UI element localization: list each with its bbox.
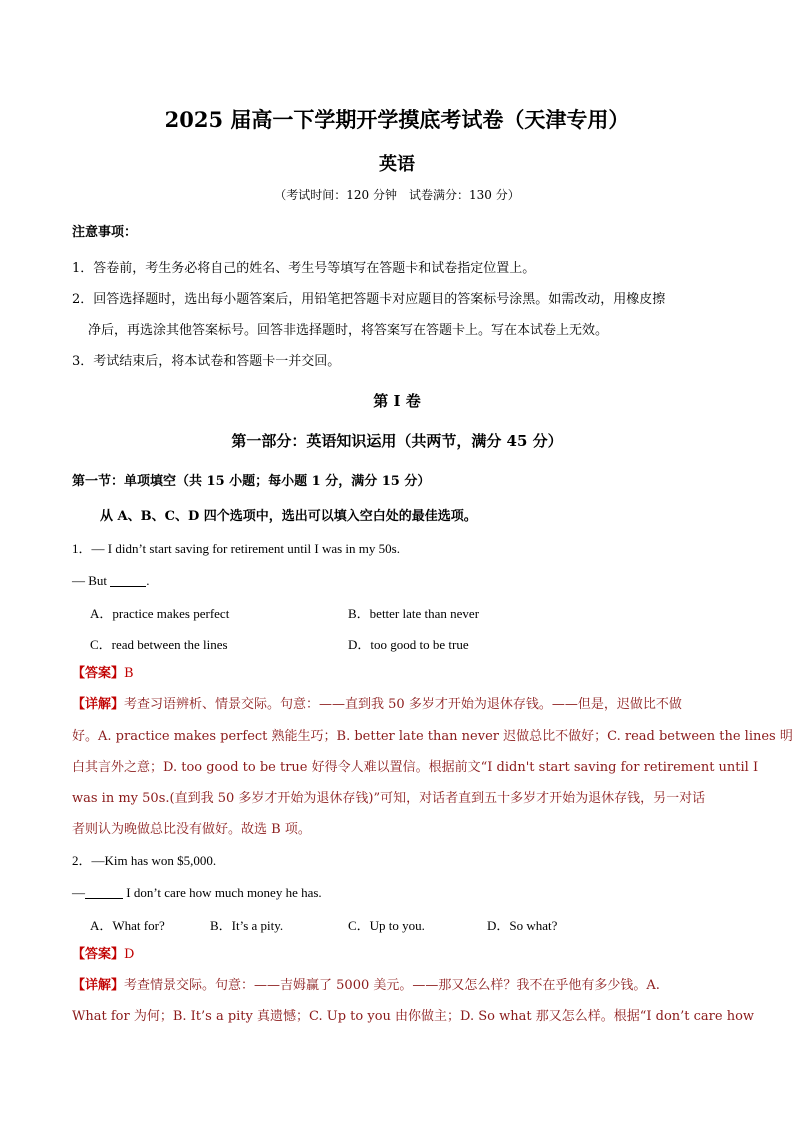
q1-option-b: B．better late than never xyxy=(348,606,480,621)
q2-answer-tag: 【答案】 xyxy=(72,947,125,962)
section1-instruction: 从 A、B、C、D 四个选项中，选出可以填入空白处的最佳选项。 xyxy=(100,509,477,524)
q1-detail-text-1: 考查习语辨析、情景交际。句意：——直到我 50 多岁才开始为退休存钱。——但是，迟做比不做 xyxy=(124,697,682,712)
q2-detail-text-1: 考查情景交际。句意：——吉姆赢了 5000 美元。——那又怎么样？我不在乎他有多少钱。A. xyxy=(124,978,660,993)
q2-option-b: B．It’s a pity. xyxy=(210,918,284,933)
q1-option-a: A．practice makes perfect xyxy=(90,606,230,621)
section1-heading: 第一节：单项填空（共 15 小题；每小题 1 分，满分 15 分） xyxy=(72,474,431,489)
q1-detail-line-5: 者则认为晚做总比没有做好。故选 B 项。 xyxy=(72,822,311,837)
subject-title: 英语 xyxy=(379,154,415,175)
q1-detail-line-3: 白其言外之意；D. too good to be true 好得令人难以置信。根据前文“I didn't start saving for retirement until I xyxy=(72,760,759,775)
q1-answer-tag: 【答案】 xyxy=(72,666,125,681)
q2-reply-suffix: I don’t care how much money he has. xyxy=(123,885,322,900)
note-item-3: 3．考试结束后，将本试卷和答题卡一并交回。 xyxy=(72,354,341,369)
q1-option-d: D．too good to be true xyxy=(348,637,469,652)
note-item-2-cont: 净后，再选涂其他答案标号。回答非选择题时，将答案写在答题卡上。写在本试卷上无效。 xyxy=(88,323,609,338)
q2-option-a: A．What for? xyxy=(90,918,165,933)
q1-blank xyxy=(110,574,146,587)
exam-time-info: （考试时间：120 分钟 试卷满分：130 分） xyxy=(274,188,520,202)
q1-detail-tag: 【详解】 xyxy=(72,697,125,712)
q2-blank xyxy=(85,886,123,899)
q1-reply-suffix: . xyxy=(146,573,150,588)
volume-heading: 第 I 卷 xyxy=(373,392,421,410)
q1-stem: 1．— I didn’t start saving for retirement until I was in my 50s. xyxy=(72,541,400,556)
note-item-1: 1．答卷前，考生务必将自己的姓名、考生号等填写在答题卡和试卷指定位置上。 xyxy=(72,261,536,276)
q2-detail-line-2: What for 为何；B. It’s a pity 真遗憾；C. Up to you 由你做主；D. So what 那又怎么样。根据“I don’t care how xyxy=(72,1009,755,1024)
q2-detail-tag: 【详解】 xyxy=(72,978,125,993)
notes-heading: 注意事项： xyxy=(72,225,138,240)
page-title: 2025 届高一下学期开学摸底考试卷（天津专用） xyxy=(164,107,630,132)
q1-detail-line-1 xyxy=(72,696,682,714)
q1-answer-value: B xyxy=(124,666,134,681)
q1-stem-reply xyxy=(72,572,150,590)
q2-answer xyxy=(72,946,134,964)
q1-detail-line-2: 好。A. practice makes perfect 熟能生巧；B. better late than never 迟做总比不做好；C. read between the lines 明 xyxy=(72,729,793,744)
part1-heading: 第一部分：英语知识运用（共两节，满分 45 分） xyxy=(231,432,563,450)
q1-option-c: C．read between the lines xyxy=(90,637,228,652)
q1-reply-prefix: — But xyxy=(72,573,111,588)
q1-answer xyxy=(72,665,134,683)
note-item-2: 2．回答选择题时，选出每小题答案后，用铅笔把答题卡对应题目的答案标号涂黑。如需改动，用橡皮擦 xyxy=(72,292,666,307)
q2-answer-value: D xyxy=(124,947,135,962)
q2-option-c: C．Up to you. xyxy=(348,918,425,933)
q2-detail-line-1 xyxy=(72,977,660,995)
q2-option-d: D．So what? xyxy=(487,918,558,933)
q2-reply-prefix: — xyxy=(72,885,85,900)
q2-stem: 2．—Kim has won $5,000. xyxy=(72,853,217,868)
q2-stem-reply xyxy=(72,884,322,902)
q1-detail-line-4: was in my 50s.(直到我 50 多岁才开始为退休存钱)”可知，对话者直到五十多岁才开始为退休存钱，另一对话 xyxy=(72,791,706,806)
